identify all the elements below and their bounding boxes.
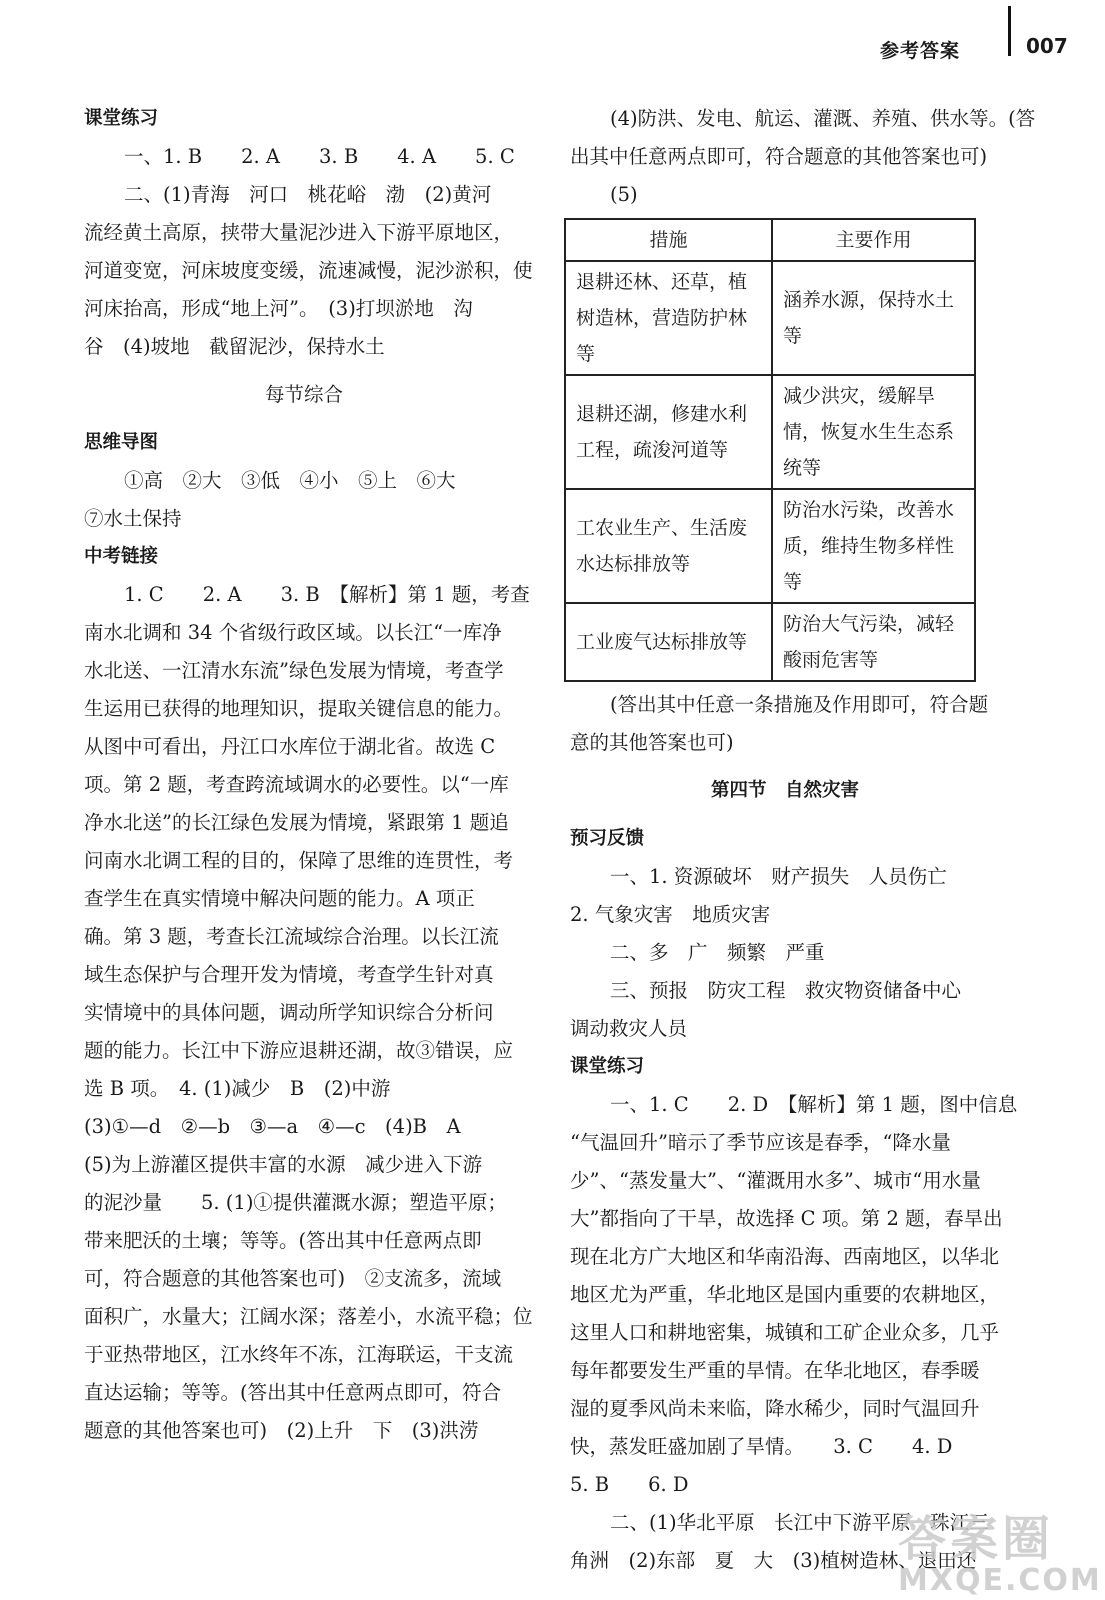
text-line: 调动救灾人员 [570, 1017, 688, 1040]
text-line: (4)防洪、发电、航运、灌溉、养殖、供水等。(答 [610, 107, 1036, 130]
text-line: 可，符合题意的其他答案也可) ②支流多，流域 [84, 1267, 502, 1290]
text-line: 二、多 广 频繁 严重 [610, 941, 825, 964]
table-row [565, 603, 975, 681]
table-cell: 减少洪灾，缓解旱情，恢复水生生态系统等 [772, 375, 975, 489]
text-line: ①高 ②大 ③低 ④小 ⑤上 ⑥大 [124, 469, 456, 492]
text-line: 域生态保护与合理开发为情境，考查学生针对真 [84, 963, 494, 986]
text-line: 2. 气象灾害 地质灾害 [570, 903, 771, 926]
table-row [565, 375, 975, 489]
text-line: 角洲 (2)东部 夏 大 (3)植树造林、退田还 [570, 1549, 977, 1572]
header-label: 参考答案 [880, 40, 961, 62]
table-cell: 退耕还林、还草，植树造林，营造防护林等 [565, 261, 772, 375]
table-cell: 工农业生产、生活废水达标排放等 [565, 489, 772, 603]
table-row [565, 261, 975, 375]
text-line: 一、1. C 2. D 【解析】第 1 题，图中信息 [610, 1093, 1018, 1116]
text-line: 问南水北调工程的目的，保障了思维的连贯性，考 [84, 849, 514, 872]
text-line: 水北送、一江清水东流”绿色发展为情境，考查学 [84, 659, 504, 682]
table-header-effect: 主要作用 [772, 219, 975, 261]
text-line: 题意的其他答案也可) (2)上升 下 (3)洪涝 [84, 1419, 479, 1442]
text-line: 每年都要发生严重的旱情。在华北地区，春季暖 [570, 1359, 980, 1382]
text-line: 少”、“蒸发量大”、“灌溉用水多”、城市“用水量 [570, 1169, 981, 1192]
text-line: 出其中任意两点即可，符合题意的其他答案也可) [570, 145, 988, 168]
text-line: 二、(1)青海 河口 桃花峪 渤 (2)黄河 [124, 183, 492, 206]
text-line: 题的能力。长江中下游应退耕还湖，故③错误，应 [84, 1039, 514, 1062]
text-line: (答出其中任意一条措施及作用即可，符合题 [610, 693, 989, 716]
text-line: 现在北方广大地区和华南沿海、西南地区，以华北 [570, 1245, 1000, 1268]
table-row [565, 489, 975, 603]
section-title-natural-disasters: 第四节 自然灾害 [710, 780, 859, 801]
watermark-logo [898, 1500, 1102, 1598]
text-line: 一、1. B 2. A 3. B 4. A 5. C [124, 145, 515, 168]
text-line: 5. B 6. D [570, 1473, 689, 1496]
text-line: 一、1. 资源破坏 财产损失 人员伤亡 [610, 865, 947, 888]
text-line: 直达运输；等等。(答出其中任意两点即可，符合 [84, 1381, 502, 1404]
measures-table [564, 218, 976, 682]
watermark-text: 答案圈 [898, 1511, 1055, 1567]
watermark-url: MXQE.COM [898, 1563, 1102, 1598]
text-line: (5) [610, 183, 638, 206]
section-heading-preview-feedback: 预习反馈 [570, 828, 645, 849]
text-line: (5)为上游灌区提供丰富的水源 减少进入下游 [84, 1153, 483, 1176]
text-line: 1. C 2. A 3. B 【解析】第 1 题，考查 [124, 583, 530, 606]
text-line: “气温回升”暗示了季节应该是春季，“降水量 [570, 1131, 951, 1154]
text-line: 净水北送”的长江绿色发展为情境，紧跟第 1 题追 [84, 811, 509, 834]
section-title-summary: 每节综合 [264, 383, 343, 406]
text-line: 河道变宽，河床坡度变缓，流速减慢，泥沙淤积，使 [84, 259, 533, 282]
section-heading-mind-map: 思维导图 [84, 432, 159, 453]
text-line: 从图中可看出，丹江口水库位于湖北省。故选 C [84, 735, 496, 758]
section-heading-classroom-practice: 课堂练习 [84, 108, 159, 129]
table-header-measure: 措施 [565, 219, 772, 261]
right-column [570, 100, 1036, 1580]
text-line: 谷 (4)坡地 截留泥沙，保持水土 [84, 335, 385, 358]
left-column [84, 100, 533, 1450]
text-line: 二、(1)华北平原 长江中下游平原 珠江三 [610, 1511, 989, 1534]
section-heading-exam-link: 中考链接 [84, 546, 159, 567]
table-cell: 工业废气达标排放等 [565, 603, 772, 681]
text-line: 面积广，水量大；江阔水深；落差小，水流平稳；位 [84, 1305, 533, 1328]
text-line: 项。第 2 题，考查跨流域调水的必要性。以“一库 [84, 773, 509, 796]
text-line: 查学生在真实情境中解决问题的能力。A 项正 [84, 887, 475, 910]
text-line: ⑦水土保持 [84, 507, 182, 530]
text-line: 这里人口和耕地密集，城镇和工矿企业众多，几乎 [570, 1321, 1000, 1344]
text-line: 意的其他答案也可) [570, 731, 734, 754]
table-cell: 退耕还湖，修建水利工程，疏浚河道等 [565, 375, 772, 489]
table-cell: 防治大气污染，减轻酸雨危害等 [772, 603, 975, 681]
table-header-row [565, 219, 975, 261]
text-line: 快，蒸发旺盛加剧了旱情。 3. C 4. D [570, 1435, 953, 1458]
table-cell: 涵养水源，保持水土等 [772, 261, 975, 375]
text-line: 生运用已获得的地理知识，提取关键信息的能力。 [84, 697, 514, 720]
text-line: 大”都指向了干旱，故选择 C 项。第 2 题，春旱出 [570, 1207, 1003, 1230]
header-divider [1008, 6, 1011, 56]
section-heading-classroom-practice-2: 课堂练习 [570, 1056, 645, 1077]
text-line: 确。第 3 题，考查长江流域综合治理。以长江流 [84, 925, 499, 948]
text-line: 选 B 项。 4. (1)减少 B (2)中游 [84, 1077, 391, 1100]
text-line: (3)①—d ②—b ③—a ④—c (4)B A [84, 1115, 461, 1138]
text-line: 流经黄土高原，挟带大量泥沙进入下游平原地区， [84, 221, 514, 244]
text-line: 地区尤为严重，华北地区是国内重要的农耕地区， [570, 1283, 1000, 1306]
text-line: 的泥沙量 5. (1)①提供灌溉水源；塑造平原； [84, 1191, 507, 1214]
text-line: 带来肥沃的土壤；等等。(答出其中任意两点即 [84, 1229, 482, 1252]
text-line: 三、预报 防灾工程 救灾物资储备中心 [610, 979, 962, 1002]
text-line: 南水北调和 34 个省级行政区域。以长江“一库净 [84, 621, 502, 644]
text-line: 于亚热带地区，江水终年不冻，江海联运，干支流 [84, 1343, 514, 1366]
text-line: 河床抬高，形成“地上河”。 (3)打坝淤地 沟 [84, 297, 473, 320]
text-line: 实情境中的具体问题，调动所学知识综合分析问 [84, 1001, 494, 1024]
table-cell: 防治水污染，改善水质，维持生物多样性等 [772, 489, 975, 603]
text-line: 湿的夏季风尚未来临，降水稀少，同时气温回升 [570, 1397, 980, 1420]
page-number: 007 [1026, 34, 1068, 58]
